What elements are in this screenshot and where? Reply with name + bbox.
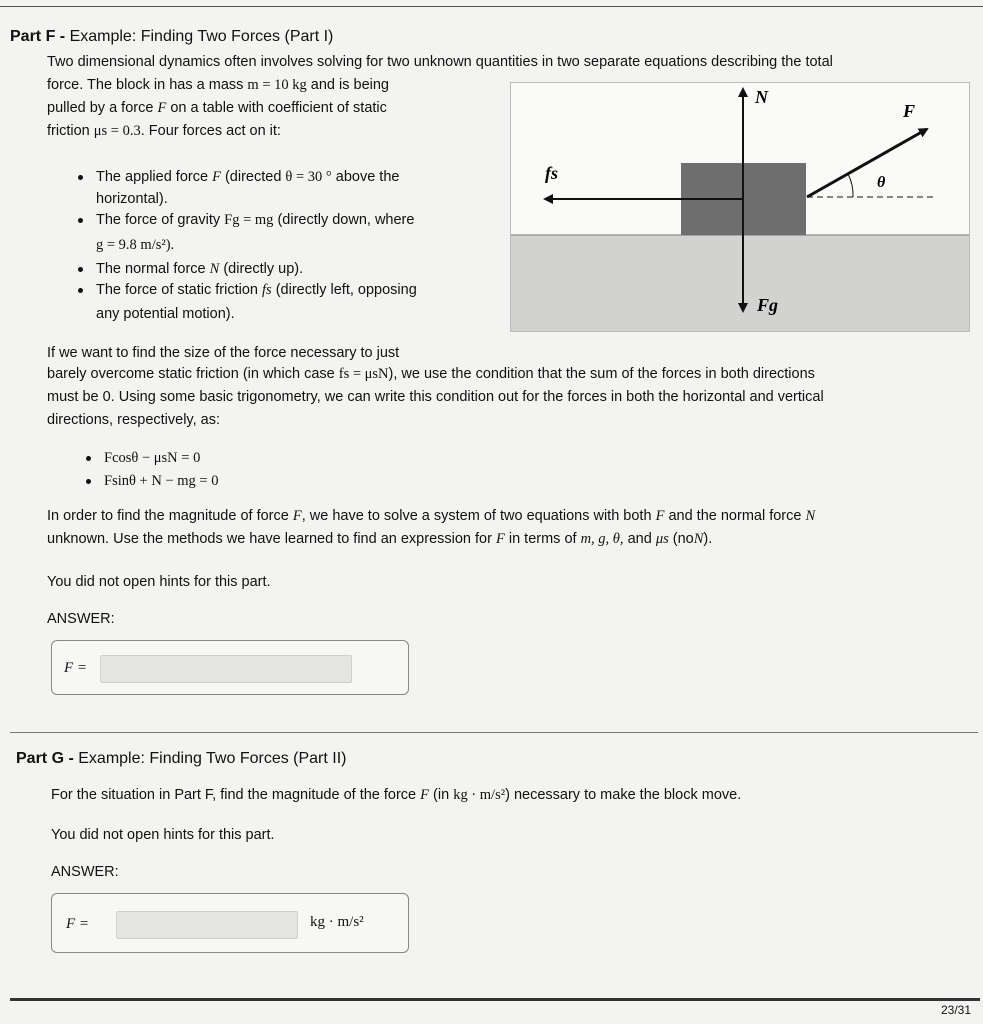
intro-line-4: friction μs = 0.3. Four forces act on it: xyxy=(47,123,281,139)
condition-line-2: barely overcome static friction (in which case fs = μsN), we use the condition that the sum of the forces in both directions xyxy=(47,366,815,382)
solve-line-2: unknown. Use the methods we have learned to find an expression for F in terms of m, g, θ, and μs (noN). xyxy=(47,531,713,547)
intro-line-1: Two dimensional dynamics often involves solving for two unknown quantities in two separate equations describing the total xyxy=(47,54,833,70)
part-g-title: Part G - Example: Finding Two Forces (Part II) xyxy=(16,750,347,767)
section-divider xyxy=(10,732,978,733)
bullet-friction-cont: any potential motion). xyxy=(96,306,235,322)
table-surface xyxy=(511,235,969,331)
label-F: F xyxy=(903,101,916,121)
condition-line-3: must be 0. Using some basic trigonometry, we can write this condition out for the forces in both the horizontal and vertical xyxy=(47,389,824,405)
condition-line-1: If we want to find the size of the force necessary to just xyxy=(47,345,400,361)
part-g-hints-status: You did not open hints for this part. xyxy=(51,827,275,843)
part-g-question: For the situation in Part F, find the magnitude of the force F (in kg · m/s²) necessary to make the block move. xyxy=(51,787,742,803)
angle-arc xyxy=(848,174,853,197)
force-diagram xyxy=(510,82,970,332)
applied-force-arrow xyxy=(807,129,927,197)
bullet-friction: The force of static friction fs (directly left, opposing xyxy=(96,279,417,301)
part-g-field-label: F = xyxy=(66,916,90,932)
label-Fg: Fg xyxy=(757,295,779,315)
equation-horizontal: Fcosθ − μsN = 0 xyxy=(104,447,200,469)
part-f-field-label: F = xyxy=(64,660,88,676)
bullet-normal: The normal force N (directly up). xyxy=(96,258,303,280)
label-theta: θ xyxy=(877,174,886,191)
equation-vertical: Fsinθ + N − mg = 0 xyxy=(104,470,218,492)
part-g-answer-box xyxy=(51,893,409,953)
bullet-applied-force: The applied force F (directed θ = 30 ° above the xyxy=(96,166,399,188)
part-g-answer-label: ANSWER: xyxy=(51,864,119,880)
intro-line-3: pulled by a force F on a table with coefficient of static xyxy=(47,100,387,116)
solve-line-1: In order to find the magnitude of force F, we have to solve a system of two equations with both F and the normal force N xyxy=(47,508,816,524)
bullet-gravity-cont: g = 9.8 m/s²). xyxy=(96,237,175,253)
force-diagram-svg xyxy=(511,83,969,331)
bullet-applied-force-cont: horizontal). xyxy=(96,191,168,207)
label-fs: fs xyxy=(545,163,558,183)
top-rule xyxy=(0,6,983,7)
bottom-rule xyxy=(10,998,980,1001)
intro-line-2: force. The block in has a mass m = 10 kg and is being xyxy=(47,77,389,93)
part-f-hints-status: You did not open hints for this part. xyxy=(47,574,271,590)
part-f-answer-box xyxy=(51,640,409,695)
part-f-answer-label: ANSWER: xyxy=(47,611,115,627)
part-g-answer-input[interactable] xyxy=(116,911,298,939)
label-N: N xyxy=(755,87,768,107)
condition-line-4: directions, respectively, as: xyxy=(47,412,220,428)
bullet-gravity: The force of gravity Fg = mg (directly down, where xyxy=(96,209,414,231)
part-g-units: kg · m/s² xyxy=(310,914,364,930)
part-f-title: Part F - Example: Finding Two Forces (Part I) xyxy=(10,28,334,45)
part-f-answer-input[interactable] xyxy=(100,655,352,683)
page-number: 23/31 xyxy=(940,1003,971,1017)
